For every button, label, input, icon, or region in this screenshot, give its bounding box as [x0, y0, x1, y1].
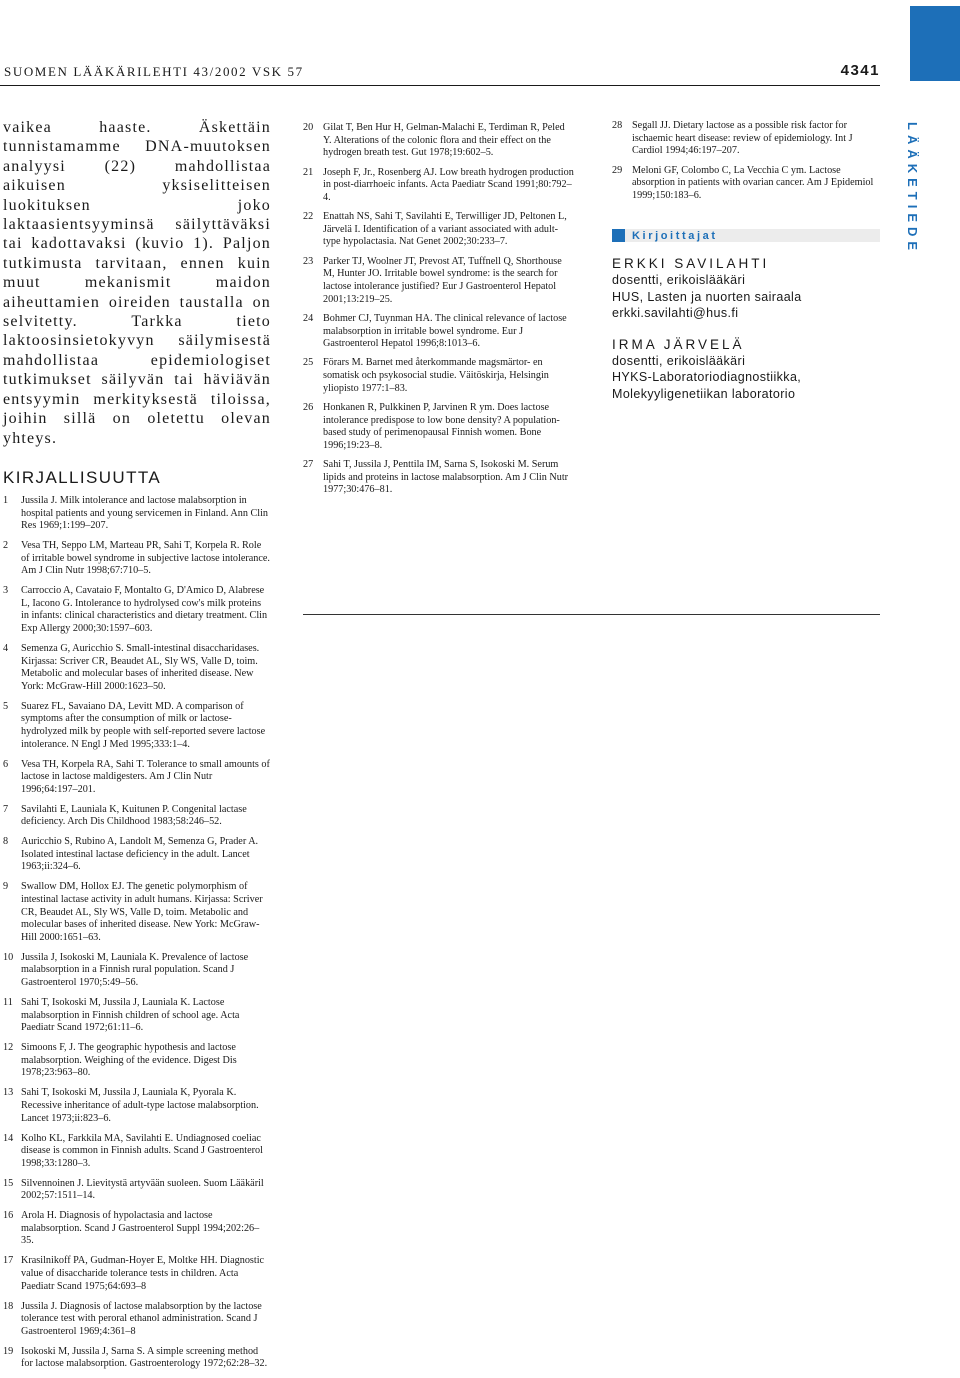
reference-item	[303, 357, 575, 395]
reference-item	[3, 1255, 271, 1293]
reference-text: Semenza G, Auricchio S. Small-intestinal disaccharidases. Kirjassa: Scriver CR, Beaudet AL, Sly WS, Valle D, toim. Metabolic and molecular bases of inherited disease. New York: McGraw-Hill 2000:1623–50.	[21, 643, 260, 692]
authors-heading	[612, 229, 880, 242]
reference-text: Jussila J, Isokoski M, Launiala K. Prevalence of lactose malabsorption in a Finnish rural population. Scand J Gastroenterol 1970;5:49–56.	[21, 951, 249, 989]
reference-number: 5	[3, 700, 9, 712]
reference-number: 8	[3, 836, 9, 848]
reference-number: 26	[303, 402, 314, 414]
author-block	[612, 256, 880, 322]
reference-text: Kolho KL, Farkkila MA, Savilahti E. Undiagnosed coeliac disease is common in Finnish adults. Scand J Gastroenterol 1998;33:1280–3.	[21, 1132, 263, 1169]
reference-text: Segall JJ. Dietary lactose as a possible risk factor for ischaemic heart disease: review of epidemiology. Int J Cardiol 1994;46:197–207.	[632, 120, 853, 157]
reference-number: 6	[3, 758, 9, 770]
reference-item	[3, 701, 271, 751]
reference-list-1	[3, 495, 271, 1371]
authors-heading-label: Kirjoittajat	[632, 229, 718, 242]
reference-text: Jussila J. Milk intolerance and lactose malabsorption in hospital patients and young servicemen in Finland. Ann Clin Res 1969;1:199–207.	[21, 494, 269, 532]
reference-number: 19	[3, 1345, 14, 1357]
reference-number: 13	[3, 1087, 14, 1099]
author-department: Molekyyligenetiikan laboratorio	[612, 386, 796, 401]
column-1	[3, 118, 271, 1378]
reference-number: 28	[612, 120, 623, 131]
reference-text: Savilahti E, Launiala K, Kuitunen P. Congenital lactase deficiency. Arch Dis Childhood 1983;58:246–52.	[21, 803, 247, 828]
author-name: IRMA JÄRVELÄ	[612, 336, 745, 352]
reference-number: 9	[3, 881, 9, 893]
author-email: erkki.savilahti@hus.fi	[612, 306, 739, 320]
reference-number: 27	[303, 459, 314, 471]
column-2	[303, 122, 575, 504]
reference-text: Carroccio A, Cavataio F, Montalto G, D'Amico D, Alabrese L, Iacono G. Intolerance to hydrolysed cow's milk proteins in infants: clinical characteristics and dietary treatment. Clin Exp Allergy 2000;30:1597–603.	[21, 585, 268, 635]
author-name: ERKKI SAVILAHTI	[612, 256, 770, 271]
page-number: 4341	[840, 62, 880, 79]
reference-text: Vesa TH, Seppo LM, Marteau PR, Sahi T, Korpela R. Role of irritable bowel syndrome in subjective lactose intolerance. Am J Clin Nutr 1998;67:710–5.	[21, 540, 270, 577]
reference-text: Suarez FL, Savaiano DA, Levitt MD. A comparison of symptoms after the consumption of milk or lactose-hydrolyzed milk by people with self-reported severe lactose intolerance. N Engl J Med 1995;333:1–4.	[21, 700, 266, 750]
reference-text: Vesa TH, Korpela RA, Sahi T. Tolerance to small amounts of lactose in lactose maldigesters. Am J Clin Nutr 1996;64:197–201.	[21, 758, 270, 795]
reference-item	[3, 1346, 271, 1371]
reference-text: Honkanen R, Pulkkinen P, Jarvinen R ym. Does lactose intolerance predispose to low bone density? A population-based study of perimenopausal Finnish women. Bone 1996;19:23–8.	[323, 402, 560, 451]
reference-text: Silvennoinen J. Lievitystä artyvään suoleen. Suom Lääkäril 2002;57:1511–14.	[21, 1177, 264, 1202]
reference-item	[303, 122, 575, 160]
reference-item	[612, 120, 880, 158]
reference-item	[3, 759, 271, 797]
journal-title: SUOMEN LÄÄKÄRILEHTI 43/2002 VSK 57	[4, 64, 304, 79]
page-header	[0, 64, 880, 86]
reference-item	[3, 1087, 271, 1125]
reference-number: 21	[303, 166, 314, 178]
reference-item	[3, 836, 271, 874]
author-affiliation: HYKS-Laboratoriodiagnostiikka,	[612, 370, 802, 384]
reference-item	[3, 495, 271, 533]
author-block	[612, 337, 880, 403]
reference-number: 12	[3, 1042, 14, 1054]
reference-number: 22	[303, 211, 314, 223]
reference-item	[3, 1210, 271, 1248]
reference-item	[303, 211, 575, 249]
body-paragraph: vaikea haaste. Äskettäin tunnistamamme DNA-muutoksen analyysi (22) mahdollistaa aikuisen yksiselitteisen luokituksen joko laktaasientsyyminsä säilyttäväksi tai kadottavaksi (kuvio 1). Paljon tutkimusta tarvitaan, ennen kuin muut mekanismit maidon aiheuttamien oireiden taustalla on selvitetty. Tarkka tieto laktoosinsietokyvyn säilymisestä mahdollistaa epidemiologiset tutkimukset säilyvän tai häviävän entsyymin merkityksestä tiloissa, joihin sillä on oletettu olevan yhteys.	[3, 119, 271, 447]
section-color-tab	[910, 6, 960, 81]
reference-text: Sahi T, Jussila J, Penttila IM, Sarna S, Isokoski M. Serum lipids and proteins in lactose malabsorption. Am J Clin Nutr 1977;30:476–81.	[323, 459, 569, 496]
reference-text: Gilat T, Ben Hur H, Gelman-Malachi E, Terdiman R, Peled Y. Alterations of the colonic flora and their effect on the hydrogen breath test. Gut 1978;19:602–5.	[323, 122, 565, 159]
author-title: dosentti, erikoislääkäri	[612, 273, 746, 287]
reference-item	[3, 1178, 271, 1203]
reference-item	[3, 881, 271, 944]
reference-number: 1	[3, 494, 9, 506]
reference-item	[3, 643, 271, 693]
author-affiliation: HUS, Lasten ja nuorten sairaala	[612, 289, 802, 304]
reference-number: 23	[303, 255, 314, 267]
reference-list-2	[303, 122, 575, 497]
reference-text: Bohmer CJ, Tuynman HA. The clinical relevance of lactose malabsorption in irritable bowel syndrome. Eur J Gastroenterol Hepatol 1996;8:1013–6.	[323, 312, 567, 350]
reference-item	[3, 1301, 271, 1339]
column-3	[612, 120, 880, 209]
reference-number: 17	[3, 1255, 14, 1267]
section-label: LÄÄKETIEDE	[905, 122, 920, 256]
reference-number: 18	[3, 1300, 14, 1312]
reference-item	[3, 585, 271, 635]
reference-number: 25	[303, 357, 314, 369]
reference-number: 16	[3, 1210, 14, 1222]
reference-text: Swallow DM, Hollox EJ. The genetic polymorphism of intestinal lactase activity in adult humans. Kirjassa: Scriver CR, Beaudet AL, Sly WS, Valle D, toim. Metabolic and molecular bases of inherited disease. New York: McGraw-Hill 2000:1651–63.	[21, 881, 263, 943]
reference-number: 29	[612, 164, 623, 176]
reference-text: Meloni GF, Colombo C, La Vecchia C ym. Lactose absorption in patients with ovarian cancer. Am J Epidemiol 1999;150:183–6.	[632, 164, 874, 201]
reference-item	[303, 256, 575, 306]
reference-number: 4	[3, 643, 9, 655]
reference-text: Arola H. Diagnosis of hypolactasia and lactose malabsorption. Scand J Gastroenterol Suppl 1994;202:26–35.	[21, 1210, 260, 1247]
header-rule	[0, 85, 880, 86]
reference-text: Auricchio S, Rubino A, Landolt M, Semenza G, Prader A. Isolated intestinal lactase deficiency in the adult. Lancet 1963;ii:324–6.	[21, 836, 259, 873]
reference-text: Simoons F, J. The geographic hypothesis and lactose malabsorption. Weighing of the evidence. Digest Dis 1978;23:963–80.	[21, 1042, 237, 1079]
reference-text: Enattah NS, Sahi T, Savilahti E, Terwilliger JD, Peltonen L, Järvelä I. Identification of a variant associated with adult-type hypolactasia. Nat Genet 2002;30:233–7.	[323, 211, 567, 248]
reference-item	[3, 804, 271, 829]
reference-item	[303, 167, 575, 205]
reference-number: 2	[3, 540, 9, 552]
reference-item	[303, 459, 575, 497]
reference-text: Parker TJ, Woolner JT, Prevost AT, Tuffnell Q, Shorthouse M, Hunter JO. Irritable bowel syndrome: is the search for lactose intolerance justified? Eur J Gastroenterol Hepatol 2001;13:219–25.	[323, 255, 562, 305]
reference-number: 10	[3, 951, 14, 963]
reference-item	[3, 997, 271, 1035]
reference-item	[3, 540, 271, 578]
reference-number: 15	[3, 1177, 14, 1189]
reference-text: Isokoski M, Jussila J, Sarna S. A simple screening method for lactose malabsorption. Gastroenterology 1972;62:28–32.	[21, 1345, 268, 1370]
reference-item	[612, 165, 880, 203]
reference-item	[303, 402, 575, 452]
reference-text: Krasilnikoff PA, Gudman-Hoyer E, Moltke HH. Diagnostic value of disaccharide tolerance tests in children. Acta Paediatr Scand 1975;64:693–8	[21, 1255, 265, 1292]
reference-number: 20	[303, 122, 314, 133]
reference-number: 11	[3, 997, 13, 1008]
reference-list-3	[612, 120, 880, 202]
reference-item	[3, 1042, 271, 1080]
reference-number: 14	[3, 1132, 14, 1144]
section-end-rule	[303, 614, 880, 615]
reference-item	[3, 952, 271, 990]
reference-number: 7	[3, 803, 9, 815]
author-title: dosentti, erikoislääkäri	[612, 353, 746, 368]
reference-text: Jussila J. Diagnosis of lactose malabsorption by the lactose tolerance test with peroral ethanol administration. Scand J Gastroenterol 1969;4:361–8	[21, 1300, 262, 1337]
reference-text: Sahi T, Isokoski M, Jussila J, Launiala K. Lactose malabsorption in Finnish children of school age. Acta Paediatr Scand 1972;61:11–6.	[21, 997, 240, 1034]
reference-text: Sahi T, Isokoski M, Jussila J, Launiala K, Pyorala K. Recessive inheritance of adult-type lactose malabsorption. Lancet 1973;ii:823–6.	[21, 1087, 259, 1124]
references-heading: KIRJALLISUUTTA	[3, 467, 162, 487]
reference-number: 24	[303, 312, 314, 324]
reference-text: Joseph F, Jr., Rosenberg AJ. Low breath hydrogen production in post-diarrhoeic infants. Acta Paediatr Scand 1991;80:792–4.	[323, 166, 574, 203]
reference-item	[3, 1133, 271, 1171]
authors-box	[612, 229, 880, 417]
reference-text: Förars M. Barnet med återkommande magsmärtor- en somatisk och psykosocial studie. Väitöskirja, Helsingin yliopisto 1977:1–83.	[323, 357, 549, 394]
square-bullet-icon	[612, 229, 625, 242]
reference-item	[303, 313, 575, 351]
reference-number: 3	[3, 585, 9, 597]
